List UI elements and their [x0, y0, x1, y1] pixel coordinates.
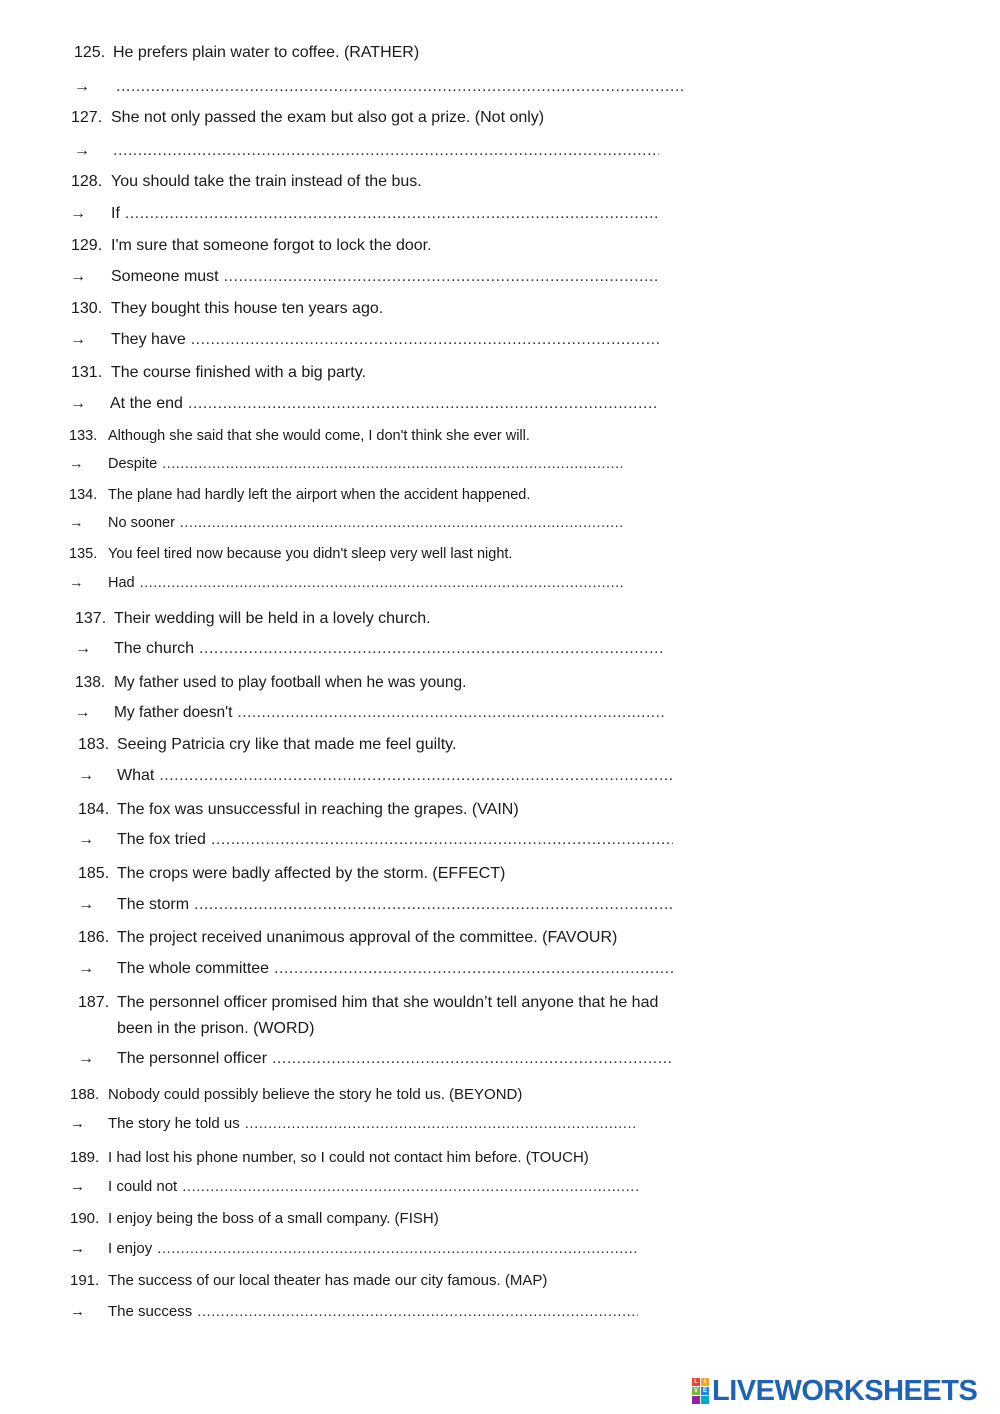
logo-mark-icon: [692, 1378, 709, 1404]
question-text: The course finished with a big party.: [111, 364, 366, 381]
liveworksheets-logo: [692, 1374, 992, 1408]
arrow-icon: →: [70, 1303, 85, 1320]
answer-line[interactable]: [117, 960, 673, 978]
question-number: 127.: [71, 109, 103, 126]
arrow-icon: →: [69, 575, 84, 591]
answer-prefix: What: [117, 767, 155, 784]
answer-blank[interactable]: [272, 1050, 673, 1068]
arrow-icon: →: [74, 78, 90, 95]
question-text: I'm sure that someone forgot to lock the door.: [111, 237, 432, 254]
question-number: 138.: [75, 674, 106, 691]
arrow-icon: →: [75, 640, 91, 657]
answer-blank[interactable]: [224, 268, 659, 286]
answer-prefix: The story he told us: [108, 1115, 240, 1132]
answer-line[interactable]: [108, 1178, 638, 1195]
answer-blank[interactable]: [140, 575, 623, 591]
answer-blank[interactable]: [125, 205, 659, 223]
answer-line[interactable]: [108, 1115, 638, 1132]
question-number: 188.: [70, 1086, 100, 1103]
question-number: 125.: [74, 44, 106, 61]
logo-mark-cell: [701, 1396, 709, 1404]
answer-prefix: No sooner: [108, 515, 175, 531]
question-number: 183.: [78, 736, 110, 753]
question-number: 130.: [71, 300, 103, 317]
arrow-icon: →: [78, 767, 94, 784]
question-text: The crops were badly affected by the storm. (EFFECT): [117, 865, 506, 882]
question-text: Although she said that she would come, I don't think she ever will.: [108, 428, 530, 444]
question-text: They bought this house ten years ago.: [111, 300, 384, 317]
answer-line[interactable]: [114, 640, 664, 658]
arrow-icon: →: [70, 268, 86, 285]
question-number: 191.: [70, 1272, 100, 1289]
arrow-icon: →: [70, 205, 86, 222]
answer-prefix: Someone must: [111, 268, 219, 285]
answer-blank[interactable]: [162, 456, 623, 472]
answer-prefix: The church: [114, 640, 195, 657]
question-text: You feel tired now because you didn't sleep very well last night.: [108, 546, 513, 562]
answer-prefix: Despite: [108, 456, 158, 472]
logo-text: LIVEWORKSHEETS: [712, 1374, 978, 1407]
arrow-icon: →: [70, 395, 86, 412]
answer-line[interactable]: [111, 331, 659, 349]
answer-blank[interactable]: [237, 704, 664, 722]
answer-blank[interactable]: [180, 515, 623, 531]
question-number: 187.: [78, 994, 110, 1011]
answer-prefix: The whole committee: [117, 960, 270, 977]
answer-prefix: My father doesn't: [114, 704, 233, 721]
logo-mark-cell: I: [701, 1378, 709, 1386]
answer-prefix: Had: [108, 575, 135, 591]
answer-blank[interactable]: [245, 1115, 638, 1132]
answer-blank[interactable]: [159, 767, 673, 785]
arrow-icon: →: [74, 142, 90, 159]
answer-blank[interactable]: [194, 896, 673, 914]
arrow-icon: →: [70, 1240, 85, 1257]
question-text: The project received unanimous approval of the committee. (FAVOUR): [117, 929, 618, 946]
answer-line[interactable]: [110, 395, 659, 413]
question-text: Seeing Patricia cry like that made me feel guilty.: [117, 736, 457, 753]
arrow-icon: →: [78, 960, 94, 977]
answer-blank[interactable]: [211, 831, 673, 849]
question-number: 135.: [69, 546, 98, 562]
arrow-icon: →: [78, 831, 94, 848]
arrow-icon: →: [70, 331, 86, 348]
question-text: The personnel officer promised him that she wouldn’t tell anyone that he had: [117, 994, 659, 1011]
question-text: My father used to play football when he was young.: [114, 674, 467, 691]
answer-blank[interactable]: [182, 1178, 638, 1195]
arrow-icon: →: [70, 1115, 85, 1132]
answer-blank[interactable]: [197, 1303, 638, 1320]
question-number: 128.: [71, 173, 103, 190]
answer-line[interactable]: [108, 515, 623, 531]
answer-prefix: They have: [111, 331, 186, 348]
question-text: You should take the train instead of the bus.: [111, 173, 422, 190]
question-text-continued: been in the prison. (WORD): [117, 1020, 315, 1037]
answer-prefix: I enjoy: [108, 1240, 153, 1257]
question-number: 133.: [69, 428, 98, 444]
arrow-icon: →: [69, 456, 84, 472]
answer-line[interactable]: [116, 78, 683, 96]
question-number: 129.: [71, 237, 103, 254]
arrow-icon: →: [69, 515, 84, 531]
answer-prefix: At the end: [110, 395, 183, 412]
answer-blank[interactable]: [191, 331, 659, 349]
question-number: 137.: [75, 610, 107, 627]
question-number: 131.: [71, 364, 103, 381]
arrow-icon: →: [70, 1178, 85, 1195]
question-number: 134.: [69, 487, 98, 503]
arrow-icon: →: [75, 704, 91, 721]
answer-blank[interactable]: [113, 142, 659, 160]
question-text: The success of our local theater has made our city famous. (MAP): [108, 1272, 548, 1289]
answer-line[interactable]: [117, 896, 673, 914]
question-text: Their wedding will be held in a lovely church.: [114, 610, 431, 627]
question-text: She not only passed the exam but also got a prize. (Not only): [111, 109, 545, 126]
answer-line[interactable]: [111, 268, 659, 286]
answer-prefix: The storm: [117, 896, 190, 913]
question-number: 190.: [70, 1210, 100, 1227]
arrow-icon: →: [78, 896, 94, 913]
question-number: 184.: [78, 801, 110, 818]
logo-mark-cell: L: [692, 1378, 700, 1386]
answer-line[interactable]: [108, 1303, 638, 1320]
answer-prefix: If: [111, 205, 120, 222]
answer-line[interactable]: [108, 575, 623, 591]
answer-line[interactable]: [117, 1050, 673, 1068]
answer-blank[interactable]: [116, 78, 683, 96]
answer-prefix: The fox tried: [117, 831, 206, 848]
answer-line[interactable]: [113, 142, 659, 160]
answer-line[interactable]: [117, 767, 673, 785]
question-number: 185.: [78, 865, 110, 882]
question-text: The fox was unsuccessful in reaching the grapes. (VAIN): [117, 801, 519, 818]
logo-mark-cell: E: [702, 1388, 707, 1394]
answer-line[interactable]: [108, 1240, 638, 1257]
answer-prefix: The personnel officer: [117, 1050, 268, 1067]
answer-line[interactable]: [111, 205, 659, 223]
logo-mark-cell: V: [693, 1388, 698, 1394]
answer-prefix: The success: [108, 1303, 193, 1320]
question-number: 186.: [78, 929, 110, 946]
answer-blank[interactable]: [199, 640, 664, 658]
question-text: He prefers plain water to coffee. (RATHER): [113, 44, 420, 61]
logo-mark-cell: [692, 1396, 700, 1404]
answer-line[interactable]: [114, 704, 664, 722]
question-text: I had lost his phone number, so I could not contact him before. (TOUCH): [108, 1149, 589, 1166]
answer-blank[interactable]: [157, 1240, 638, 1257]
answer-line[interactable]: [108, 456, 623, 472]
answer-blank[interactable]: [188, 395, 659, 413]
question-text: I enjoy being the boss of a small company. (FISH): [108, 1210, 439, 1227]
question-number: 189.: [70, 1149, 100, 1166]
answer-prefix: I could not: [108, 1178, 178, 1195]
answer-line[interactable]: [117, 831, 673, 849]
question-text: The plane had hardly left the airport when the accident happened.: [108, 487, 531, 503]
answer-blank[interactable]: [274, 960, 673, 978]
question-text: Nobody could possibly believe the story he told us. (BEYOND): [108, 1086, 523, 1103]
arrow-icon: →: [78, 1050, 94, 1067]
